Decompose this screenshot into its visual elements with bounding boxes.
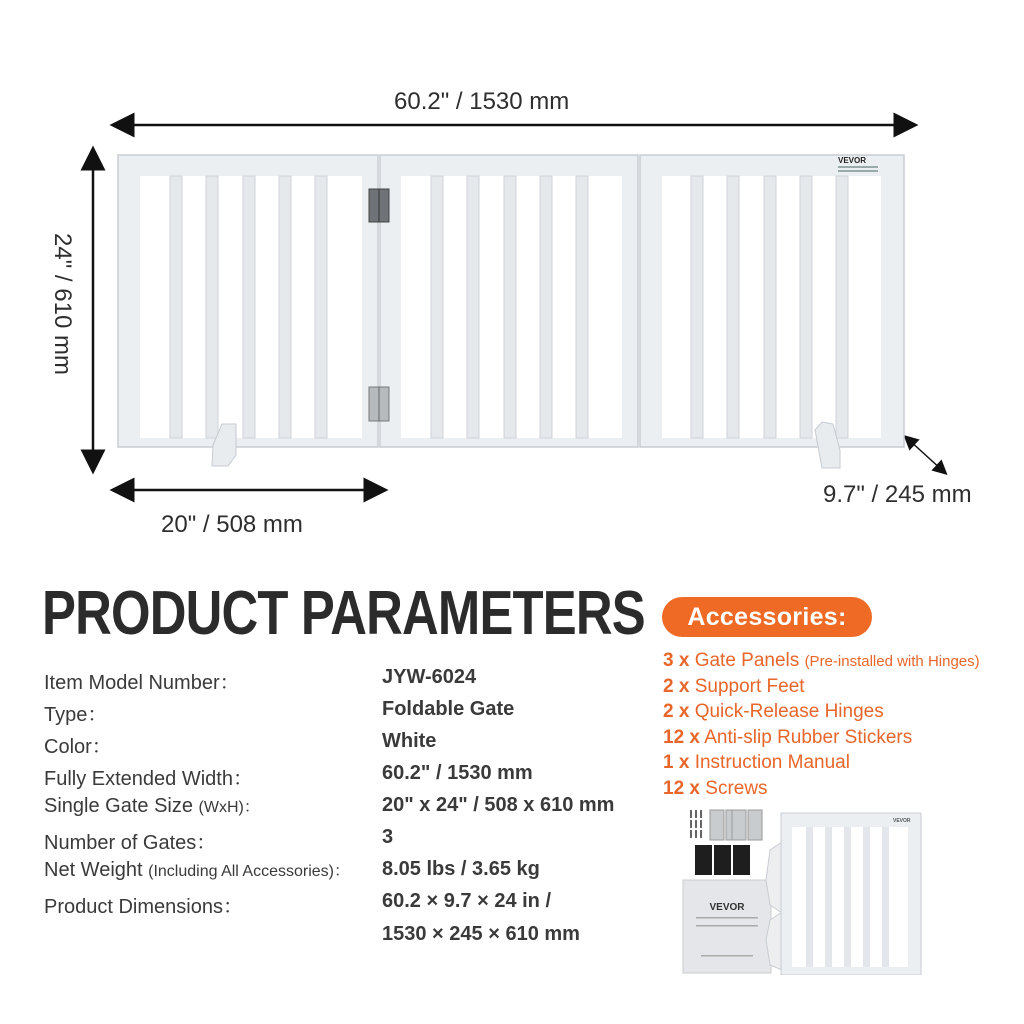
- spec-label: Fully Extended Width：: [44, 768, 253, 790]
- brand-mark: VEVOR: [838, 156, 867, 165]
- spec-row-width: [44, 762, 664, 794]
- panel-width-label: 20" / 508 mm: [161, 511, 303, 538]
- hinges-icon: [710, 810, 762, 840]
- accessory-item: 3 x Gate Panels (Pre-installed with Hinges): [663, 650, 980, 671]
- spec-label: Product Dimensions：: [44, 896, 243, 918]
- accessory-item: 12 x Anti-slip Rubber Stickers: [663, 726, 913, 748]
- depth-arrow: [909, 440, 942, 470]
- spec-row-dimensions: [44, 890, 664, 922]
- height-label: 24" / 610 mm: [49, 233, 76, 375]
- spec-label: Color：: [44, 736, 112, 758]
- gate-panel-2: [380, 155, 638, 447]
- width-label: 60.2" / 1530 mm: [394, 88, 570, 115]
- accessory-item: 2 x Support Feet: [663, 675, 805, 697]
- spec-value: 20" x 24" / 508 x 610 mm: [382, 794, 615, 816]
- spec-label: Item Model Number：: [44, 672, 240, 694]
- spec-label: Type：: [44, 704, 108, 726]
- spec-value: JYW-6024: [382, 666, 477, 688]
- accessory-item: 12 x Screws: [663, 777, 768, 799]
- accessory-item: 2 x Quick-Release Hinges: [663, 701, 884, 722]
- manual-icon: [683, 880, 771, 973]
- rubber-stickers-icon: [695, 845, 750, 875]
- spec-label: Number of Gates：: [44, 832, 217, 854]
- spec-value: 60.2 × 9.7 × 24 in /: [382, 890, 552, 912]
- spec-value: 8.05 lbs / 3.65 kg: [382, 858, 540, 880]
- spec-row-gate-size: [44, 794, 664, 826]
- svg-text:VEVOR: VEVOR: [893, 818, 911, 824]
- hinge-bottom-icon: [369, 387, 389, 421]
- depth-label: 9.7" / 245 mm: [823, 481, 972, 508]
- spec-value: Foldable Gate: [382, 698, 515, 720]
- accessories-badge: Accessories:: [662, 597, 872, 637]
- spec-value: 60.2" / 1530 mm: [382, 762, 533, 784]
- accessory-item: 1 x Instruction Manual: [663, 752, 850, 773]
- spec-label: Net Weight (Including All Accessories)：: [44, 859, 350, 881]
- svg-text:VEVOR: VEVOR: [709, 902, 745, 913]
- accessories-list: [663, 650, 980, 803]
- spec-row-model: [44, 666, 664, 698]
- gate-panel-icon: [781, 813, 921, 975]
- spec-value: White: [382, 730, 437, 752]
- accessories-photo: [676, 805, 926, 975]
- gate-panel-1: [118, 155, 378, 447]
- spec-row-color: [44, 730, 664, 762]
- gate-panel-3: [640, 155, 904, 447]
- spec-label: Single Gate Size (WxH)：: [44, 795, 260, 817]
- screws-icon: [690, 810, 702, 838]
- page-title: PRODUCT PARAMETERS: [42, 579, 645, 648]
- spec-row-dimensions-metric: [44, 923, 664, 955]
- spec-value: 1530 × 245 × 610 mm: [382, 923, 580, 945]
- spec-row-weight: [44, 858, 664, 890]
- spec-row-type: [44, 698, 664, 730]
- spec-value: 3: [382, 826, 394, 848]
- hinge-top-icon: [369, 189, 389, 222]
- spec-row-gates: [44, 826, 664, 858]
